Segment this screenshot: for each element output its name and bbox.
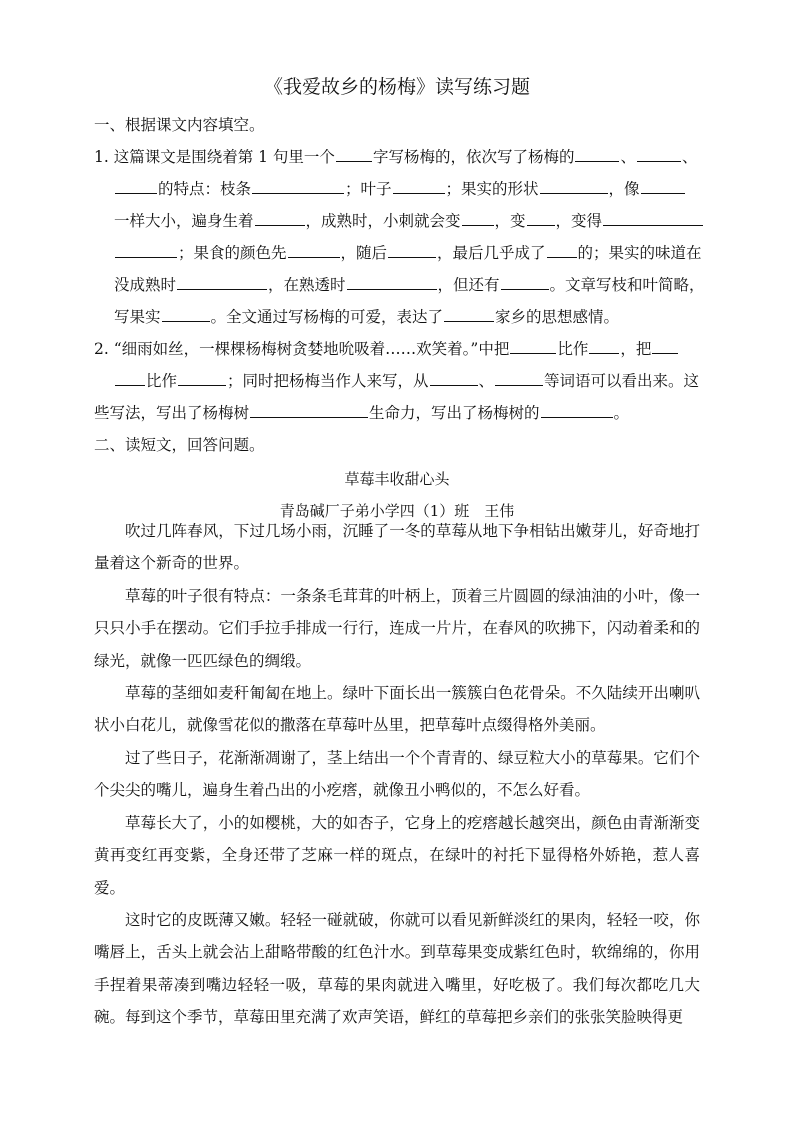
answer-blank[interactable] xyxy=(541,402,613,418)
q2-text: 生命力，写出了杨梅树的 xyxy=(369,404,540,422)
page-title: 《我爱故乡的杨梅》读写练习题 xyxy=(263,76,530,98)
question-1-line-6 xyxy=(114,306,700,328)
question-2-line-2 xyxy=(114,370,700,392)
answer-blank[interactable] xyxy=(501,274,549,290)
q1-text: 没成熟时 xyxy=(114,276,177,294)
q1-text: 、 xyxy=(620,148,636,166)
answer-blank[interactable] xyxy=(603,210,703,226)
q1-text: 写果实 xyxy=(114,308,161,326)
answer-blank[interactable] xyxy=(589,338,619,354)
q1-text: ，在熟透时 xyxy=(268,276,346,294)
answer-blank[interactable] xyxy=(288,242,340,258)
passage-paragraph: 草莓的茎细如麦秆匍匐在地上。绿叶下面长出一簇簇白色花骨朵。不久陆续开出喇叭状小白花儿，就像雪花似的撒落在草莓叶丛里，把草莓叶点缀得格外美丽。 xyxy=(94,684,700,735)
q1-text: ；果实的形状 xyxy=(445,180,539,198)
answer-blank[interactable] xyxy=(430,370,478,386)
answer-blank[interactable] xyxy=(115,242,177,258)
q1-text: 的；果实的味道在 xyxy=(577,244,702,262)
answer-blank[interactable] xyxy=(540,178,608,194)
answer-blank[interactable] xyxy=(393,178,445,194)
passage-author: 青岛碱厂子弟小学四（1）班 王伟 xyxy=(279,502,515,520)
passage-paragraph: 这时它的皮既薄又嫩。轻轻一碰就破，你就可以看见新鲜淡红的果肉，轻轻一咬，你嘴唇上，舌头上就会沾上甜略带酸的红色汁水。到草莓果变成紫红色时，软绵绵的，你用手捏着果蒂凑到嘴边轻轻一吸，草莓的果肉就进入嘴里，好吃极了。我们每次都吃几大碗。 xyxy=(94,911,700,1026)
q1-text: 字写杨梅的，依次写了杨梅的 xyxy=(372,148,575,166)
q1-text: 、 xyxy=(681,148,698,166)
passage-paragraph: 每到这个季节，草莓田里充满了欢声笑语，鲜红的草莓把乡亲们的张张笑脸映得更 xyxy=(125,1008,684,1026)
question-1-line-3 xyxy=(94,210,700,232)
section-2-heading: 二、读短文，回答问题。 xyxy=(94,436,265,454)
answer-blank[interactable] xyxy=(575,146,619,162)
answer-blank[interactable] xyxy=(177,274,267,290)
q2-text: 、 xyxy=(478,372,495,390)
passage-paragraph: 草莓的叶子很有特点：一条条毛茸茸的叶柄上，顶着三片圆圆的绿油油的小叶，像一只只小手在摆动。它们手拉手排成一行行，连成一片片，在春风的吹拂下，闪动着柔和的绿光，就像一匹匹绿色的绸缎。 xyxy=(94,587,700,670)
q2-text: ；同时把杨梅当作人来写，从 xyxy=(227,372,429,390)
answer-blank[interactable] xyxy=(162,306,210,322)
answer-blank[interactable] xyxy=(462,210,494,226)
q1-text: ，但还有 xyxy=(437,276,500,294)
answer-blank[interactable] xyxy=(547,242,577,258)
q2-text: 比作 xyxy=(557,340,589,358)
q1-text: 家乡的思想感情。 xyxy=(495,308,620,326)
answer-blank[interactable] xyxy=(252,178,344,194)
answer-blank[interactable] xyxy=(347,274,437,290)
answer-blank[interactable] xyxy=(255,210,305,226)
answer-blank[interactable] xyxy=(178,370,226,386)
passage-paragraph: 过了些日子，花渐渐凋谢了，茎上结出一个个青青的、绿豆粒大小的草莓果。它们个个尖尖的嘴儿，遍身生着凸出的小疙瘩，就像丑小鸭似的，不怎么好看。 xyxy=(94,749,700,800)
q2-text: 比作 xyxy=(146,372,178,390)
passage-paragraph: 草莓长大了，小的如樱桃，大的如杏子，它身上的疙瘩越长越突出，颜色由青渐渐变黄再变红再变紫，全身还带了芝麻一样的斑点，在绿叶的衬托下显得格外娇艳，惹人喜爱。 xyxy=(94,814,700,897)
answer-blank[interactable] xyxy=(250,402,368,418)
question-2-line-3 xyxy=(94,402,700,424)
passage-paragraph: 吹过几阵春风，下过几场小雨，沉睡了一冬的草莓从地下争相钻出嫩芽儿，好奇地打量着这个新奇的世界。 xyxy=(94,522,700,573)
q1-text: 1. 这篇课文是围绕着第 1 句里一个 xyxy=(94,148,335,166)
section-1-heading: 一、根据课文内容填空。 xyxy=(94,116,265,134)
answer-blank[interactable] xyxy=(115,370,145,386)
question-1-line-1 xyxy=(94,146,700,168)
answer-blank[interactable] xyxy=(641,178,685,194)
question-1-line-4 xyxy=(114,242,700,264)
q1-text: ，最后几乎成了 xyxy=(437,244,546,262)
q1-text: ，变得 xyxy=(555,212,603,230)
answer-blank[interactable] xyxy=(652,338,678,354)
q1-text: ，成熟时，小刺就会变 xyxy=(305,212,461,230)
q1-text: ，像 xyxy=(608,180,640,198)
q1-text: 的特点：枝条 xyxy=(158,180,252,198)
q2-text: 等词语可以看出来。这 xyxy=(544,372,700,390)
q2-text: 2. “细雨如丝，一棵棵杨梅树贪婪地吮吸着……欢笑着。”中把 xyxy=(94,340,510,358)
answer-blank[interactable] xyxy=(388,242,436,258)
q1-text: 一样大小，遍身生着 xyxy=(114,212,254,230)
q1-text: ；果食的颜色先 xyxy=(178,244,287,262)
q2-text: 些写法，写出了杨梅树 xyxy=(94,404,250,422)
answer-blank[interactable] xyxy=(637,146,681,162)
answer-blank[interactable] xyxy=(510,338,556,354)
q2-text: 。 xyxy=(613,404,630,422)
q2-text: ，把 xyxy=(620,340,652,358)
answer-blank[interactable] xyxy=(444,306,494,322)
question-1-line-2 xyxy=(114,178,700,200)
q1-text: ；叶子 xyxy=(345,180,392,198)
q1-text: 。文章写枝和叶简略， xyxy=(549,276,705,294)
answer-blank[interactable] xyxy=(336,146,372,162)
question-1-line-5 xyxy=(114,274,705,296)
answer-blank[interactable] xyxy=(495,370,543,386)
q1-text: ，变 xyxy=(494,212,526,230)
q1-text: 。全文通过写杨梅的可爱，表达了 xyxy=(210,308,444,326)
question-2-line-1 xyxy=(94,338,700,360)
q1-text: ，随后 xyxy=(340,244,388,262)
passage-title: 草莓丰收甜心头 xyxy=(344,470,450,488)
answer-blank[interactable] xyxy=(115,178,157,194)
answer-blank[interactable] xyxy=(527,210,555,226)
